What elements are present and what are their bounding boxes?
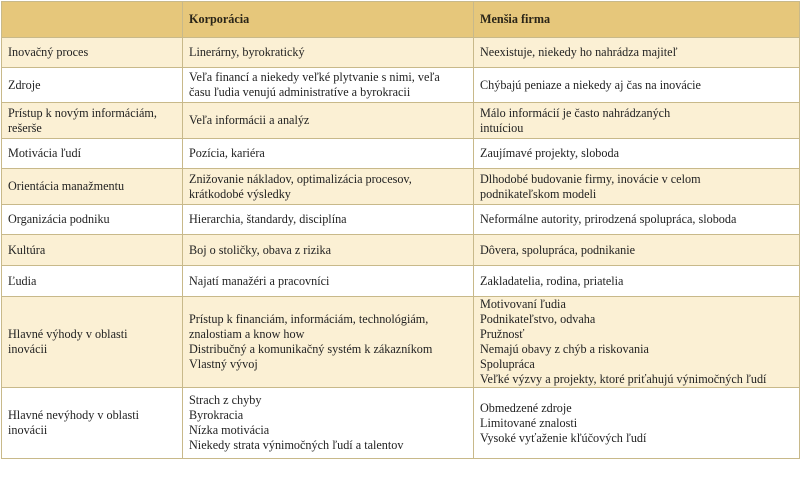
small-firm-cell [474,139,800,169]
small-firm-cell [474,266,800,297]
cell-text-line: Spolupráca [480,357,535,371]
row-label-cell [2,266,183,297]
small-firm-cell [474,297,800,388]
cell-text-line: krátkodobé výsledky [189,186,291,201]
header-small-firm: Menšia firma [474,2,800,38]
small-firm-cell [474,169,800,205]
small-firm-cell [474,388,800,459]
row-label-cell [2,205,183,235]
cell-text-line: Strach z chyby [189,393,262,407]
cell-text-line: Limitované znalosti [480,415,578,430]
cell-text-line: Hierarchia, štandardy, disciplína [189,212,347,226]
cell-text-line: Málo informácií je často nahrádzaných [480,105,671,120]
corporation-cell [183,235,474,266]
table-row [2,169,800,205]
cell-text-line: Vysoké vyťaženie kľúčových ľudí [480,430,647,445]
cell-text-line: Inovačný proces [8,45,89,59]
cell-text-line: Hlavné nevýhody v oblasti [8,408,139,422]
small-firm-cell [474,235,800,266]
cell-text-line: intuíciou [480,120,524,135]
cell-text-line: Byrokracia [189,408,244,422]
cell-text-line: Nemajú obavy z chýb a riskovania [480,342,649,356]
cell-text-line: Podnikateľstvo, odvaha [480,312,596,326]
small-firm-cell [474,205,800,235]
row-label-cell [2,169,183,205]
cell-text-line: rešerše [8,120,42,135]
cell-text-line: inovácii [8,423,48,437]
table-row [2,235,800,266]
row-label-cell [2,235,183,266]
table-row [2,297,800,388]
cell-text-line: Motivovaní ľudia [480,297,566,311]
cell-text-line: Hlavné výhody v oblasti [8,327,128,341]
table-row [2,38,800,68]
cell-text-line: Chýbajú peniaze a niekedy aj čas na inovácie [480,77,701,92]
row-label-cell [2,68,183,103]
header-corporation: Korporácia [183,2,474,38]
corporation-cell [183,297,474,388]
corporation-cell [183,139,474,169]
corporation-cell [183,266,474,297]
cell-text-line: Neexistuje, niekedy ho nahrádza majiteľ [480,45,678,59]
cell-text-line: Ľudia [8,273,37,288]
cell-text-line: Kultúra [8,242,46,257]
cell-text-line: Motivácia ľudí [8,146,81,160]
table-body [2,38,800,459]
header-empty-cell [2,2,183,38]
cell-text-line: Neformálne autority, prirodzená spolupráca, sloboda [480,212,737,226]
cell-text-line: podnikateľskom modeli [480,186,597,201]
cell-text-line: Najatí manažéri a pracovníci [189,273,330,288]
corporation-cell [183,388,474,459]
corporation-cell [183,38,474,68]
table-row [2,205,800,235]
row-label-cell [2,38,183,68]
comparison-table [1,1,800,459]
cell-text-line: Veľa informácii a analýz [189,113,310,127]
cell-text-line: Distribučný a komunikačný systém k zákazníkom [189,342,433,356]
corporation-cell [183,103,474,139]
cell-text-line: inovácii [8,342,48,356]
cell-text-line: Veľké výzvy a projekty, ktoré priťahujú výnimočných ľudí [480,372,767,386]
cell-text-line: Obmedzené zdroje [480,400,572,415]
corporation-cell [183,68,474,103]
cell-text-line: Boj o stoličky, obava z rizika [189,242,332,257]
table-row [2,68,800,103]
cell-text-line: Niekedy strata výnimočných ľudí a talentov [189,438,404,452]
cell-text-line: Vlastný vývoj [189,357,258,371]
row-label-cell [2,297,183,388]
table-row [2,139,800,169]
small-firm-cell [474,103,800,139]
row-label-cell [2,139,183,169]
cell-text-line: Zakladatelia, rodina, priatelia [480,273,624,288]
cell-text-line: Zaujímavé projekty, sloboda [480,146,619,160]
cell-text-line: Dlhodobé budovanie firmy, inovácie v celom [480,171,701,186]
cell-text-line: Prístup k financiám, informáciám, technológiám, [189,312,429,326]
small-firm-cell [474,68,800,103]
row-label-cell [2,388,183,459]
row-label-cell [2,103,183,139]
small-firm-cell [474,38,800,68]
cell-text-line: Zdroje [8,77,41,92]
cell-text-line: Orientácia manažmentu [8,179,125,193]
cell-text-line: Linerárny, byrokratický [189,45,305,59]
cell-text-line: Pozícia, kariéra [189,146,265,160]
cell-text-line: znalostiam a know how [189,327,305,341]
table-row [2,103,800,139]
table-row [2,266,800,297]
cell-text-line: Prístup k novým informáciám, [8,105,157,120]
cell-text-line: Dôvera, spolupráca, podnikanie [480,242,635,257]
cell-text-line: Nízka motivácia [189,423,270,437]
cell-text-line: Veľa financí a niekedy veľké plytvanie s nimi, veľa [189,70,440,84]
cell-text-line: Organizácia podniku [8,212,110,226]
corporation-cell [183,205,474,235]
cell-text-line: času ľudia venujú administratíve a byrokracii [189,85,411,99]
cell-text-line: Pružnosť [480,327,525,341]
cell-text-line: Znižovanie nákladov, optimalizácia procesov, [189,171,412,186]
corporation-cell [183,169,474,205]
table-header-row [2,2,800,38]
table-row [2,388,800,459]
comparison-table-container [1,1,799,478]
